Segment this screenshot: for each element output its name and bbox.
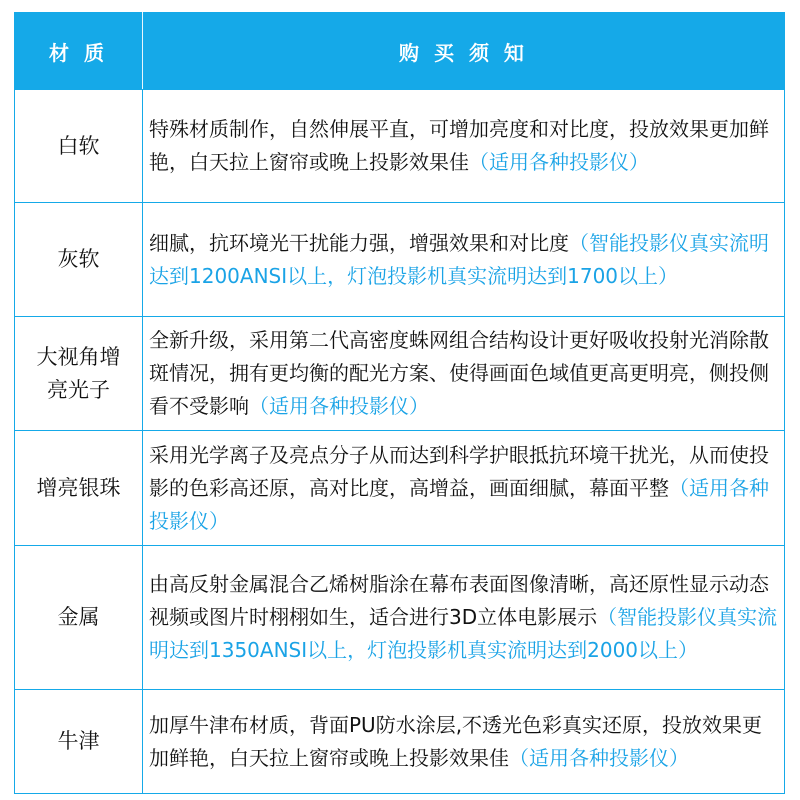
material-description — [143, 317, 785, 431]
material-name: 金属 — [15, 546, 143, 690]
material-name: 增亮银珠 — [15, 431, 143, 546]
description-text: 细腻，抗环境光干扰能力强，增强效果和对比度 — [149, 230, 569, 255]
header-purchase-info: 购 买 须 知 — [143, 13, 785, 90]
description-text: 全新升级，采用第二代高密度蛛网组合结构设计更好吸收投射光消除散斑情况，拥有更均衡的配光方案、使得画面色域值更高更明亮，侧投侧看不受影响 — [149, 328, 769, 418]
material-description — [143, 90, 785, 203]
compatibility-note: （智能投影仪真实流明达到1350ANSI以上，灯泡投影机真实流明达到2000以上） — [149, 605, 778, 662]
description-text: 采用光学离子及亮点分子从而达到科学护眼抵抗环境干扰光，从而使投影的色彩高还原，高对比度，高增益，画面细腻，幕面平整 — [149, 442, 769, 500]
compatibility-note: （适用各种投影仪） — [249, 394, 429, 418]
description-text: 加厚牛津布材质，背面PU防水涂层,不透光色彩真实还原，投放效果更加鲜艳，白天拉上窗帘或晚上投影效果佳 — [149, 712, 763, 770]
compatibility-note: （适用各种投影仪） — [469, 150, 649, 174]
table-row — [15, 431, 785, 546]
table-header-row — [15, 13, 785, 90]
table-row — [15, 203, 785, 317]
material-description — [143, 546, 785, 690]
compatibility-note: （智能投影仪真实流明达到1200ANSI以上，灯泡投影机真实流明达到1700以上） — [149, 230, 769, 288]
description-text: 特殊材质制作，自然伸展平直，可增加亮度和对比度，投放效果更加鲜艳，白天拉上窗帘或晚上投影效果佳 — [149, 117, 769, 174]
table-row — [15, 317, 785, 431]
table-row — [15, 546, 785, 690]
material-table-container — [14, 12, 784, 792]
material-description — [143, 690, 785, 794]
header-material: 材 质 — [15, 13, 143, 90]
material-name: 牛津 — [15, 690, 143, 794]
material-description — [143, 203, 785, 317]
compatibility-note: （适用各种投影仪） — [149, 475, 769, 533]
material-table — [14, 12, 785, 794]
table-row — [15, 90, 785, 203]
material-name: 灰软 — [15, 203, 143, 317]
material-name: 大视角增亮光子 — [15, 317, 143, 431]
compatibility-note: （适用各种投影仪） — [509, 745, 689, 770]
material-name: 白软 — [15, 90, 143, 203]
table-row — [15, 690, 785, 794]
description-text: 由高反射金属混合乙烯树脂涂在幕布表面图像清晰，高还原性显示动态视频或图片时栩栩如生，适合进行3D立体电影展示 — [149, 572, 769, 629]
material-description — [143, 431, 785, 546]
